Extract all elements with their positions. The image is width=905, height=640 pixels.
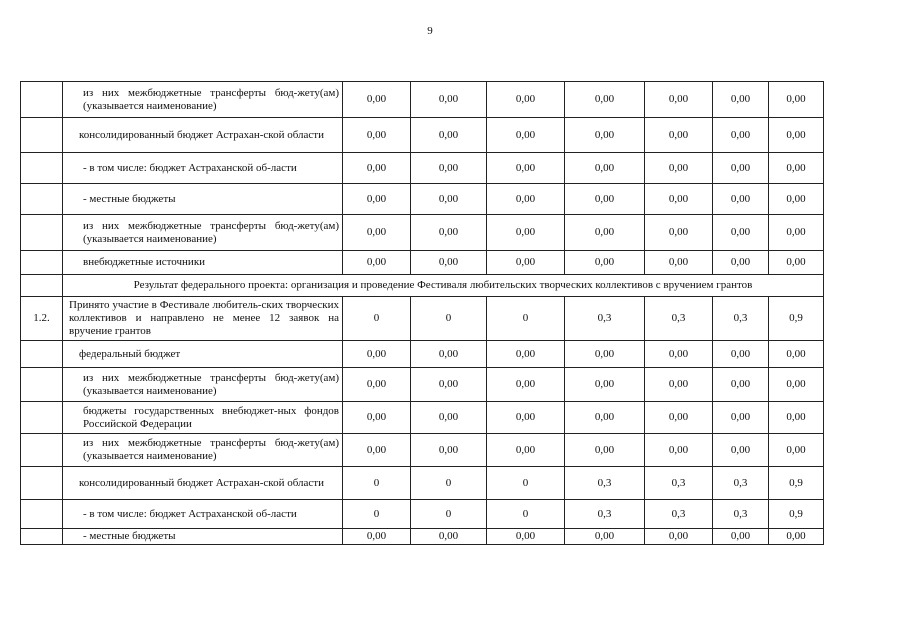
value-cell: 0,00 [645,434,713,467]
row-number-cell [21,402,63,434]
value-cell: 0,3 [645,467,713,500]
value-cell: 0,3 [645,500,713,529]
value-cell: 0,00 [411,529,487,545]
value-cell: 0,00 [343,368,411,402]
value-cell: 0,00 [565,184,645,215]
value-cell: 0,00 [565,341,645,368]
value-cell: 0,00 [487,82,565,118]
row-number-cell [21,467,63,500]
value-cell: 0,00 [769,184,824,215]
value-cell: 0,00 [343,341,411,368]
value-cell: 0,00 [565,82,645,118]
row-label: Принято участие в Фестивале любитель-ских творческих коллективов и направлено не менее 12 заявок на вручение грантов [63,297,343,341]
value-cell: 0,00 [565,118,645,153]
table-row [21,184,824,215]
value-cell: 0,3 [565,467,645,500]
value-cell: 0,9 [769,467,824,500]
table-row [21,297,824,341]
value-cell: 0,00 [713,529,769,545]
value-cell: 0,00 [487,153,565,184]
row-number-cell [21,215,63,251]
value-cell: 0,00 [713,82,769,118]
value-cell: 0 [343,297,411,341]
value-cell: 0,00 [487,251,565,275]
table-row [21,500,824,529]
value-cell: 0,00 [565,529,645,545]
row-label: - местные бюджеты [63,529,343,545]
value-cell: 0,00 [645,402,713,434]
row-label: внебюджетные источники [63,251,343,275]
value-cell: 0,3 [713,467,769,500]
value-cell: 0 [411,297,487,341]
row-label: из них межбюджетные трансферты бюд-жету(ам) (указывается наименование) [63,368,343,402]
value-cell: 0,00 [645,215,713,251]
value-cell: 0,00 [343,251,411,275]
value-cell: 0,00 [487,118,565,153]
value-cell: 0,00 [769,368,824,402]
value-cell: 0,00 [645,341,713,368]
row-number-cell [21,529,63,545]
value-cell: 0,00 [487,368,565,402]
value-cell: 0,9 [769,297,824,341]
value-cell: 0,00 [713,184,769,215]
value-cell: 0,00 [769,153,824,184]
table-row [21,153,824,184]
value-cell: 0,3 [645,297,713,341]
value-cell: 0,00 [411,215,487,251]
row-number-cell [21,251,63,275]
value-cell: 0,3 [565,297,645,341]
value-cell: 0,00 [343,215,411,251]
row-label: - в том числе: бюджет Астраханской об-ласти [63,153,343,184]
row-number-cell [21,118,63,153]
row-label: из них межбюджетные трансферты бюд-жету(ам) (указывается наименование) [63,82,343,118]
value-cell: 0,00 [343,402,411,434]
value-cell: 0,00 [645,184,713,215]
value-cell: 0,00 [769,82,824,118]
value-cell: 0,00 [769,529,824,545]
value-cell: 0,00 [645,529,713,545]
value-cell: 0,00 [487,434,565,467]
row-number-cell [21,82,63,118]
row-number-cell [21,500,63,529]
value-cell: 0,00 [565,434,645,467]
table-row [21,118,824,153]
value-cell: 0,00 [343,118,411,153]
value-cell: 0,00 [343,184,411,215]
row-label: из них межбюджетные трансферты бюд-жету(ам) (указывается наименование) [63,215,343,251]
value-cell: 0,00 [411,341,487,368]
value-cell: 0,00 [769,215,824,251]
table-row [21,467,824,500]
value-cell: 0,00 [769,434,824,467]
value-cell: 0,00 [565,368,645,402]
value-cell: 0 [411,467,487,500]
value-cell: 0,00 [411,251,487,275]
value-cell: 0,00 [645,368,713,402]
value-cell: 0,00 [769,251,824,275]
table-row [21,529,824,545]
table-row [21,368,824,402]
page-number: 9 [427,25,433,37]
value-cell: 0,00 [565,215,645,251]
value-cell: 0 [411,500,487,529]
value-cell: 0,3 [565,500,645,529]
table-row [21,434,824,467]
result-text: Результат федерального проекта: организация и проведение Фестиваля любительских творческих коллективов с вручением грантов [63,275,824,297]
row-label: из них межбюджетные трансферты бюд-жету(ам) (указывается наименование) [63,434,343,467]
row-label: федеральный бюджет [63,341,343,368]
table-row [21,251,824,275]
value-cell: 0,00 [411,153,487,184]
value-cell: 0,3 [713,297,769,341]
value-cell: 0,00 [713,153,769,184]
row-number-cell [21,184,63,215]
table-row [21,341,824,368]
value-cell: 0,00 [769,341,824,368]
value-cell: 0,00 [411,118,487,153]
value-cell: 0 [487,297,565,341]
value-cell: 0 [487,467,565,500]
row-label: - в том числе: бюджет Астраханской об-ласти [63,500,343,529]
value-cell: 0,00 [343,529,411,545]
row-label: бюджеты государственных внебюджет-ных фондов Российской Федерации [63,402,343,434]
value-cell: 0,00 [713,402,769,434]
value-cell: 0,00 [565,402,645,434]
value-cell: 0,00 [645,153,713,184]
value-cell: 0,00 [565,251,645,275]
value-cell: 0,00 [411,434,487,467]
row-number-cell [21,341,63,368]
value-cell: 0,00 [411,368,487,402]
value-cell: 0,00 [713,434,769,467]
value-cell: 0,00 [713,251,769,275]
value-cell: 0,00 [769,402,824,434]
value-cell: 0,00 [645,82,713,118]
value-cell: 0,00 [343,82,411,118]
row-number-cell [21,275,63,297]
value-cell: 0,00 [713,368,769,402]
value-cell: 0,00 [565,153,645,184]
value-cell: 0,00 [645,251,713,275]
value-cell: 0,3 [713,500,769,529]
value-cell: 0,00 [713,341,769,368]
value-cell: 0,00 [769,118,824,153]
value-cell: 0,00 [713,118,769,153]
table-row [21,215,824,251]
value-cell: 0 [343,467,411,500]
row-label: консолидированный бюджет Астрахан-ской области [63,467,343,500]
value-cell: 0 [487,500,565,529]
value-cell: 0,00 [487,529,565,545]
row-number-cell [21,434,63,467]
result-row [21,275,824,297]
budget-table [20,81,824,545]
value-cell: 0,00 [645,118,713,153]
value-cell: 0,00 [487,402,565,434]
table-row [21,402,824,434]
value-cell: 0,00 [487,341,565,368]
row-label: - местные бюджеты [63,184,343,215]
value-cell: 0,00 [487,215,565,251]
value-cell: 0,00 [487,184,565,215]
row-label: консолидированный бюджет Астрахан-ской области [63,118,343,153]
row-number-cell [21,368,63,402]
table-row [21,82,824,118]
value-cell: 0 [343,500,411,529]
row-number-cell [21,153,63,184]
value-cell: 0,00 [411,184,487,215]
value-cell: 0,00 [411,82,487,118]
row-number: 1.2. [21,297,63,341]
value-cell: 0,00 [343,153,411,184]
value-cell: 0,00 [713,215,769,251]
value-cell: 0,00 [343,434,411,467]
value-cell: 0,9 [769,500,824,529]
value-cell: 0,00 [411,402,487,434]
